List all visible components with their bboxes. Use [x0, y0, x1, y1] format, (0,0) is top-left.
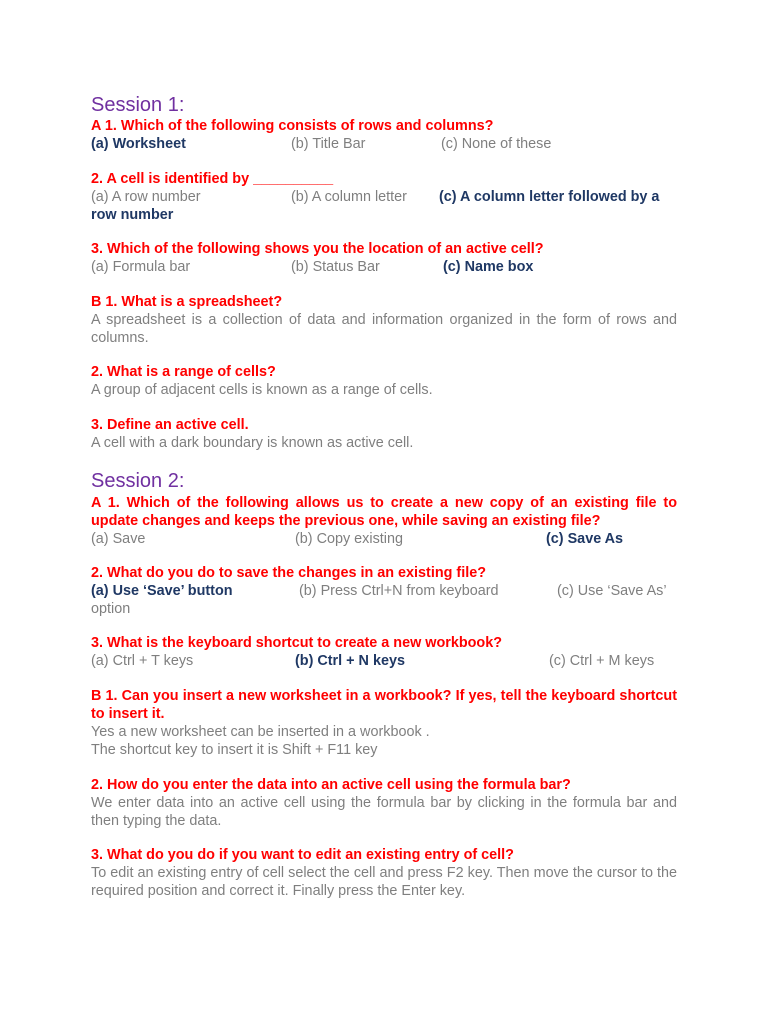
s2-b2-answer: We enter data into an active cell using the formula bar by clicking in the formula bar and then typing the data.: [91, 795, 677, 829]
s1-b1-block: [91, 293, 677, 347]
s2-b3-question: 3. What do you do if you want to edit an existing entry of cell?: [91, 847, 514, 863]
s2-b3-answer: To edit an existing entry of cell select the cell and press F2 key. Then move the cursor to the required position and correct it. Finally press the Enter key.: [91, 865, 677, 899]
s1-b1-question: B 1. What is a spreadsheet?: [91, 294, 283, 310]
s2-b2-question: 2. How do you enter the data into an active cell using the formula bar?: [91, 777, 571, 793]
s1-a3-question: 3. Which of the following shows you the location of an active cell?: [91, 241, 544, 257]
s1-a2-options: [91, 188, 677, 206]
s1-a3-option-b: (b) Status Bar: [291, 259, 380, 275]
session-2-heading: Session 2:: [91, 470, 185, 492]
s2-a1-block: [91, 494, 677, 548]
s2-a2-option-b: (b) Press Ctrl+N from keyboard: [299, 583, 499, 599]
s1-a2-option-c: (c) A column letter followed by a: [439, 189, 660, 205]
s2-b1-answer-line-1: Yes a new worksheet can be inserted in a workbook .: [91, 724, 430, 740]
s1-b3-answer: A cell with a dark boundary is known as active cell.: [91, 435, 414, 451]
s1-b2-block: [91, 363, 677, 399]
s2-b1-question: B 1. Can you insert a new worksheet in a workbook? If yes, tell the keyboard shortcut to insert it.: [91, 688, 677, 722]
s2-a1-option-b: (b) Copy existing: [295, 531, 403, 547]
s2-a2-block: [91, 564, 677, 618]
s2-a3-question: 3. What is the keyboard shortcut to create a new workbook?: [91, 635, 503, 651]
s2-a3-option-c: (c) Ctrl + M keys: [549, 653, 655, 669]
s2-a2-options-cont: [91, 600, 677, 618]
s2-a1-question: A 1. Which of the following allows us to create a new copy of an existing file to update changes and keeps the previous one, while saving an existing file?: [91, 495, 677, 529]
session-1-heading: Session 1:: [91, 94, 185, 116]
s1-a2-option-c-cont: row number: [91, 207, 174, 223]
s1-b1-answer: A spreadsheet is a collection of data and information organized in the form of rows and columns.: [91, 312, 677, 346]
s2-a2-question: 2. What do you do to save the changes in an existing file?: [91, 565, 487, 581]
s1-b3-question: 3. Define an active cell.: [91, 417, 249, 433]
s2-a3-option-b: (b) Ctrl + N keys: [295, 653, 405, 669]
s1-a1-options: [91, 135, 677, 153]
s2-a2-option-a: (a) Use ‘Save’ button: [91, 583, 233, 599]
s1-b3-block: [91, 416, 677, 452]
s2-a3-block: [91, 634, 677, 670]
s1-a2-block: [91, 170, 677, 224]
s1-a1-option-a: (a) Worksheet: [91, 136, 186, 152]
s2-a2-option-c: (c) Use ‘Save As’: [557, 583, 667, 599]
s1-a1-question: A 1. Which of the following consists of rows and columns?: [91, 118, 494, 134]
s2-b3-block: [91, 846, 677, 900]
s1-a2-question: 2. A cell is identified by __________: [91, 171, 334, 187]
s1-a2-option-a: (a) A row number: [91, 189, 201, 205]
s2-a2-option-c-cont: option: [91, 601, 131, 617]
s1-a3-option-c: (c) Name box: [443, 259, 534, 275]
s1-b2-answer: A group of adjacent cells is known as a range of cells.: [91, 382, 433, 398]
s1-a2-option-b: (b) A column letter: [291, 189, 407, 205]
s2-b2-block: [91, 776, 677, 830]
s1-a3-block: [91, 240, 677, 276]
s1-a1-option-c: (c) None of these: [441, 136, 552, 152]
s2-b1-block: [91, 687, 677, 759]
s1-a2-options-cont: [91, 206, 677, 224]
s1-a3-option-a: (a) Formula bar: [91, 259, 191, 275]
s1-b2-question: 2. What is a range of cells?: [91, 364, 276, 380]
s2-a1-option-a: (a) Save: [91, 531, 146, 547]
s2-a3-options: [91, 652, 677, 670]
s2-a1-options: [91, 530, 677, 548]
s1-a3-options: [91, 258, 677, 276]
s2-a2-options: [91, 582, 677, 600]
s2-a3-option-a: (a) Ctrl + T keys: [91, 653, 194, 669]
s2-b1-answer-line-2: The shortcut key to insert it is Shift + F11 key: [91, 742, 378, 758]
s1-a1-block: [91, 117, 677, 153]
s1-a1-option-b: (b) Title Bar: [291, 136, 366, 152]
s2-a1-option-c: (c) Save As: [546, 531, 624, 547]
